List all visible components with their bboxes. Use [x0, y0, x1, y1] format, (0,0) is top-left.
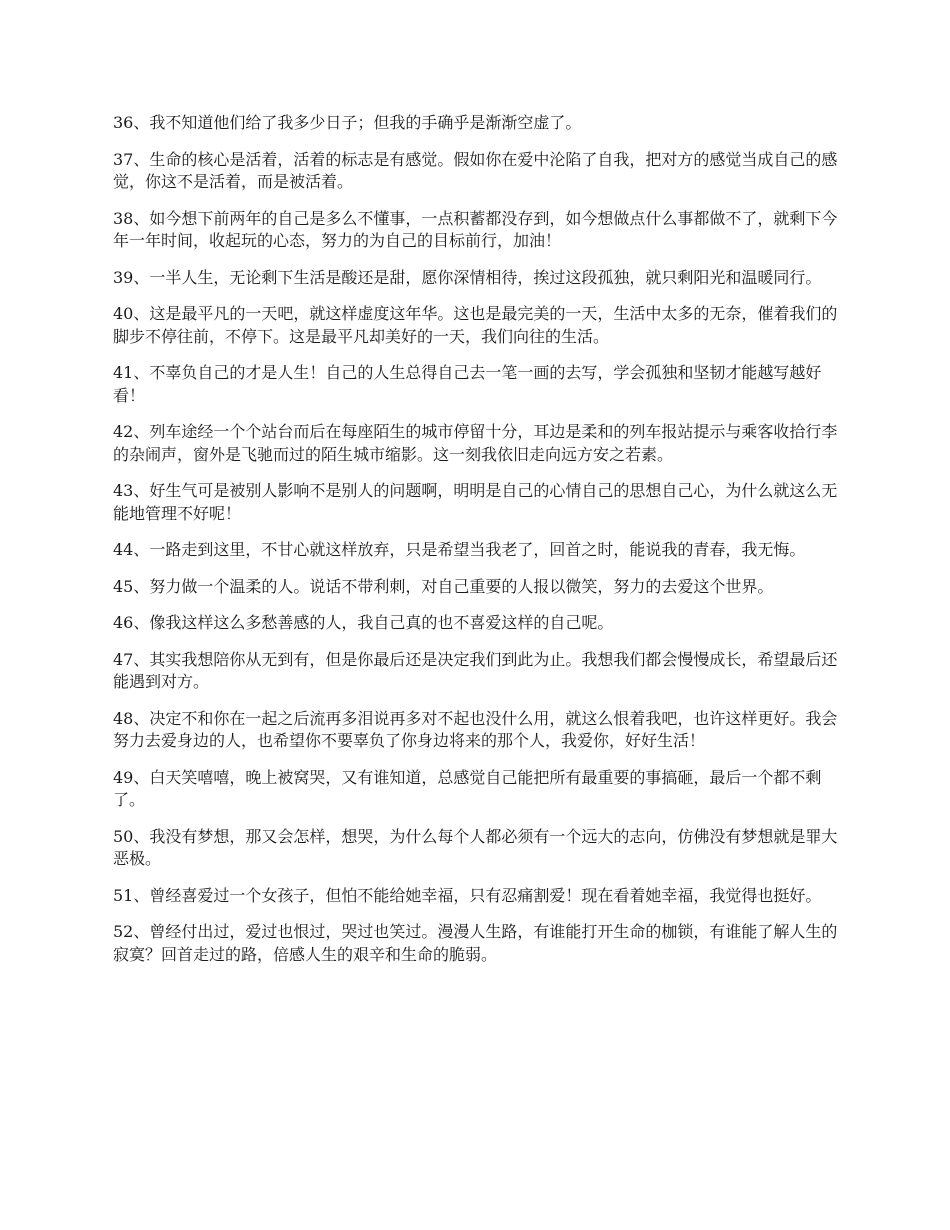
paragraph-49: 49、白天笑嘻嘻，晚上被窝哭，又有谁知道，总感觉自己能把所有最重要的事搞砸，最后一个都不剩了。	[113, 767, 822, 809]
paragraph-44: 44、一路走到这里，不甘心就这样放弃，只是希望当我老了，回首之时，能说我的青春，我无悔。	[113, 540, 806, 559]
paragraph-48: 48、决定不和你在一起之后流再多泪说再多对不起也没什么用，就这么恨着我吧，也许这样更好。我会努力去爱身边的人，也希望你不要辜负了你身边将来的那个人，我爱你，好好生活！	[113, 708, 838, 750]
paragraph-51: 51、曾经喜爱过一个女孩子，但怕不能给她幸福，只有忍痛割爱！现在看着她幸福，我觉得也挺好。	[113, 885, 822, 905]
paragraph-50: 50、我没有梦想，那又会怎样，想哭，为什么每个人都必须有一个远大的志向，仿佛没有梦想就是罪大恶极。	[113, 826, 838, 868]
paragraph-45: 45、努力做一个温柔的人。说话不带利刺，对自己重要的人报以微笑，努力的去爱这个世界。	[113, 576, 774, 596]
paragraph-47: 47、其实我想陪你从无到有，但是你最后还是决定我们到此为止。我想我们都会慢慢成长，希望最后还能遇到对方。	[113, 649, 838, 691]
paragraph-38: 38、如今想下前两年的自己是多么不懂事，一点积蓄都没存到，如今想做点什么事都做不了，就剩下今年一年时间，收起玩的心态，努力的为自己的目标前行，加油！	[113, 208, 838, 250]
paragraph-37: 37、生命的核心是活着，活着的标志是有感觉。假如你在爱中沦陷了自我，把对方的感觉当成自己的感觉，你这不是活着，而是被活着。	[113, 149, 838, 191]
paragraph-36: 36、我不知道他们给了我多少日子；但我的手确乎是渐渐空虚了。	[113, 113, 582, 132]
paragraph-52: 52、曾经付出过，爱过也恨过，哭过也笑过。漫漫人生路，有谁能打开生命的枷锁，有谁能了解人生的寂寞？回首走过的路，倍感人生的艰辛和生命的脆弱。	[113, 922, 838, 964]
paragraph-40: 40、这是最平凡的一天吧，就这样虚度这年华。这也是最完美的一天，生活中太多的无奈，催着我们的脚步不停往前，不停下。这是最平凡却美好的一天，我们向往的生活。	[113, 304, 838, 346]
paragraph-42: 42、列车途经一个个站台而后在每座陌生的城市停留十分，耳边是柔和的列车报站提示与乘客收拾行李的杂闹声，窗外是飞驰而过的陌生城市缩影。这一刻我依旧走向远方安之若素。	[113, 422, 838, 464]
paragraph-46: 46、像我这样这么多愁善感的人，我自己真的也不喜爱这样的自己呢。	[113, 613, 614, 632]
paragraph-43: 43、好生气可是被别人影响不是别人的问题啊，明明是自己的心情自己的思想自己心，为什么就这么无能地管理不好呢！	[113, 481, 838, 523]
paragraph-39: 39、一半人生，无论剩下生活是酸还是甜，愿你深情相待，挨过这段孤独，就只剩阳光和温暖同行。	[113, 267, 822, 287]
document-body	[113, 112, 841, 980]
paragraph-41: 41、不辜负自己的才是人生！自己的人生总得自己去一笔一画的去写，学会孤独和坚韧才能越写越好看！	[113, 363, 822, 405]
